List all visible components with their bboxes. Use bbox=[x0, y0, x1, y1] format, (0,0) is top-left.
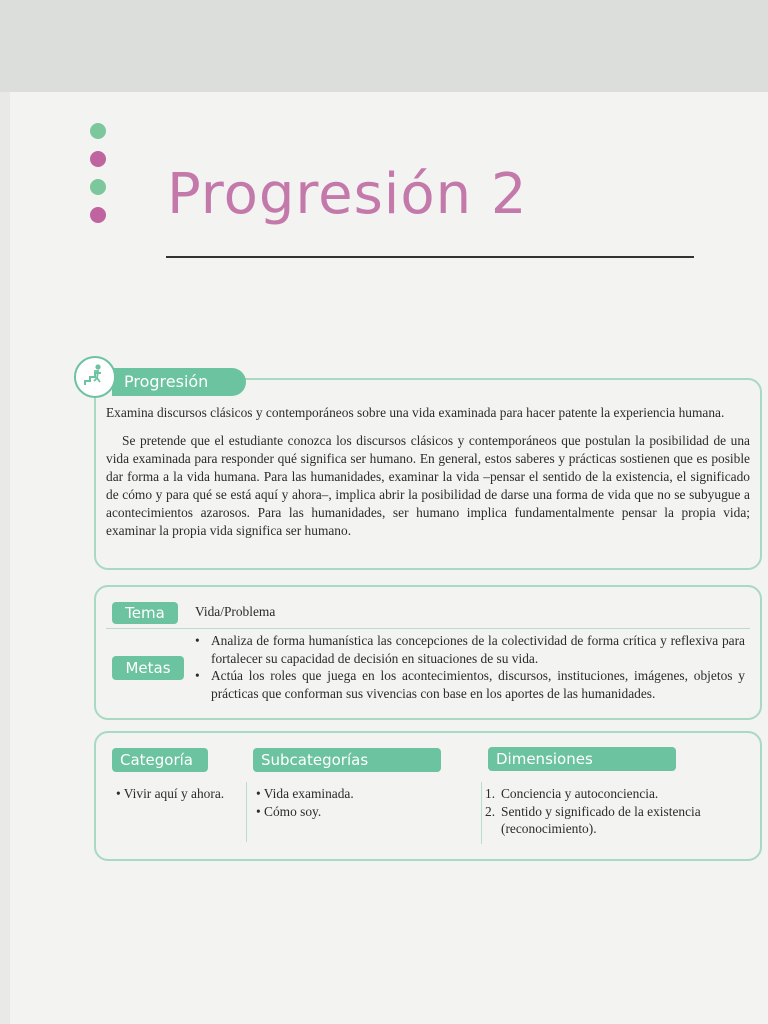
categoria-label: Categoría bbox=[112, 748, 208, 772]
dot-icon bbox=[90, 207, 106, 223]
row-divider bbox=[106, 628, 750, 629]
previous-page-edge bbox=[0, 0, 768, 92]
dot-icon bbox=[90, 123, 106, 139]
list-item bbox=[485, 803, 745, 838]
subcategorias-list bbox=[256, 785, 354, 820]
column-divider bbox=[246, 782, 247, 842]
metas-label: Metas bbox=[112, 656, 184, 680]
item-number: 2. bbox=[485, 803, 496, 819]
column-divider bbox=[481, 782, 482, 844]
decorative-dots bbox=[90, 123, 110, 235]
item-text: Conciencia y autoconciencia. bbox=[501, 786, 659, 801]
list-item: • Actúa los roles que juega en los acontecimientos, discursos, instituciones, imágenes, objetos y prácticas que conforman sus vivencias con base en los aportes de las humanidades. bbox=[195, 667, 745, 702]
dimensiones-label: Dimensiones bbox=[488, 747, 676, 771]
item-text: Sentido y significado de la existencia (reconocimiento). bbox=[501, 803, 701, 836]
tema-label: Tema bbox=[112, 602, 178, 624]
metas-list bbox=[195, 632, 745, 702]
dimensiones-list bbox=[485, 785, 745, 838]
progresion-body: Se pretende que el estudiante conozca los discursos clásicos y contemporáneos que postulan la posibilidad de una vida examinada para responder qué significa ser humano. En general, estos saberes y prácticas sostienen que es posible dar forma a la vida humana. Para las humanidades, examinar la vida –pensar el sentido de la existencia, el significado de cómo y para qué se está aquí y ahora–, implica abrir la posibilidad de darse una forma de vida que no se subyugue a acontecimientos azarosos. Para las humanidades, ser humano implica fundamentalmente pensar la propia vida; examinar la propia vida significa ser humano. bbox=[106, 433, 750, 538]
title-underline bbox=[166, 256, 694, 258]
list-item bbox=[485, 785, 745, 803]
tema-value: Vida/Problema bbox=[195, 604, 276, 619]
page-title: Progresión 2 bbox=[167, 162, 528, 227]
subcategorias-label: Subcategorías bbox=[253, 748, 441, 772]
list-item: • Vida examinada. bbox=[256, 786, 354, 801]
categoria-item: • Vivir aquí y ahora. bbox=[116, 786, 225, 801]
list-item: • Analiza de forma humanística las concepciones de la colectividad de forma crítica y reflexiva para fortalecer su capacidad de decisión en situaciones de su vida. bbox=[195, 632, 745, 667]
list-item: • Cómo soy. bbox=[256, 803, 322, 819]
dot-icon bbox=[90, 151, 106, 167]
progresion-intro: Examina discursos clásicos y contemporáneos sobre una vida examinada para hacer patente la experiencia humana. bbox=[106, 405, 725, 420]
progresion-label: Progresión bbox=[112, 368, 246, 396]
dot-icon bbox=[90, 179, 106, 195]
item-number: 1. bbox=[485, 786, 496, 801]
person-progress-icon bbox=[74, 356, 116, 398]
